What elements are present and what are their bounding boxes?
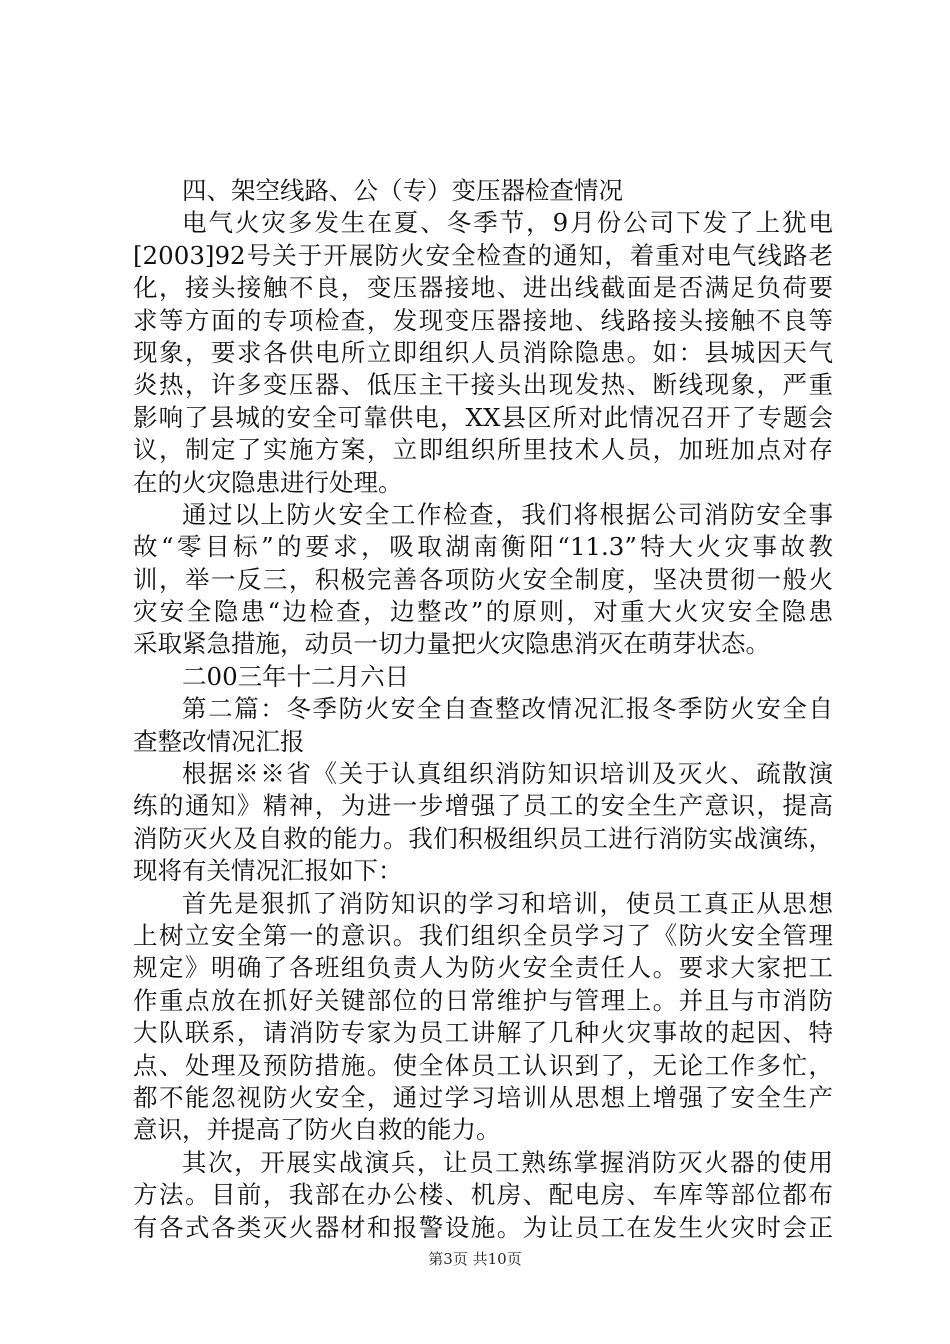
text-line: 点、处理及预防措施。使全体员工认识到了，无论工作多忙， — [133, 1050, 833, 1080]
text-line: 上树立安全第一的意识。我们组织全员学习了《防火安全管理 — [133, 920, 833, 950]
text-line: 灾安全隐患“边检查，边整改”的原则，对重大火灾安全隐患 — [133, 597, 833, 627]
text-line: 四、架空线路、公（专）变压器检查情况 — [182, 176, 623, 205]
text-line: 通过以上防火安全工作检查，我们将根据公司消防安全事 — [182, 499, 833, 529]
text-line: 化，接头接触不良，变压器接地、进出线截面是否满足负荷要 — [133, 273, 833, 303]
text-line: 现象，要求各供电所立即组织人员消除隐患。如：县城因天气 — [133, 337, 833, 367]
text-line: 二00三年十二月六日 — [182, 661, 410, 691]
text-line: 训，举一反三，积极完善各项防火安全制度，坚决贯彻一般火 — [133, 564, 833, 594]
text-line: 练的通知》精神，为进一步增强了员工的安全生产意识，提高 — [133, 791, 833, 821]
text-line: [2003]92号关于开展防火安全检查的通知，着重对电气线路老 — [133, 240, 833, 270]
text-line: 议，制定了实施方案，立即组织所里技术人员，加班加点对存 — [133, 435, 833, 465]
text-line: 求等方面的专项检查，发现变压器接地、线路接头接触不良等 — [133, 305, 833, 335]
document-body — [133, 175, 833, 1244]
text-line: 意识，并提高了防火自救的能力。 — [133, 1115, 501, 1145]
text-line: 其次，开展实战演兵，让员工熟练掌握消防灭火器的使用 — [182, 1147, 833, 1177]
text-line: 都不能忽视防火安全，通过学习培训从思想上增强了安全生产 — [133, 1082, 833, 1112]
text-line: 规定》明确了各班组负责人为防火安全责任人。要求大家把工 — [133, 953, 833, 983]
text-line: 第二篇：冬季防火安全自查整改情况汇报冬季防火安全自 — [182, 694, 833, 724]
text-line: 作重点放在抓好关键部位的日常维护与管理上。并且与市消防 — [133, 985, 833, 1015]
text-line: 方法。目前，我部在办公楼、机房、配电房、车库等部位都布 — [133, 1180, 833, 1210]
text-line: 首先是狠抓了消防知识的学习和培训，使员工真正从思想 — [182, 888, 833, 918]
page-footer: 第3页 共10页 — [428, 1250, 522, 1268]
text-line: 炎热，许多变压器、低压主干接头出现发热、断线现象，严重 — [133, 370, 833, 400]
text-line: 现将有关情况汇报如下： — [133, 856, 403, 886]
text-line: 在的火灾隐患进行处理。 — [133, 467, 403, 497]
text-line: 故“零目标”的要求，吸取湖南衡阳“11.3”特大火灾事故教 — [133, 532, 833, 562]
text-line: 大队联系，请消防专家为员工讲解了几种火灾事故的起因、特 — [133, 1018, 833, 1048]
text-line: 电气火灾多发生在夏、冬季节，9月份公司下发了上犹电 — [182, 208, 833, 238]
text-line: 消防灭火及自救的能力。我们积极组织员工进行消防实战演练， — [133, 823, 833, 853]
text-line: 影响了县城的安全可靠供电，XX县区所对此情况召开了专题会 — [133, 402, 833, 432]
text-line: 根据※※省《关于认真组织消防知识培训及灭火、疏散演 — [182, 759, 833, 789]
text-line: 有各式各类灭火器材和报警设施。为让员工在发生火灾时会正 — [133, 1212, 833, 1242]
text-line: 查整改情况汇报 — [133, 726, 305, 756]
text-line: 采取紧急措施，动员一切力量把火灾隐患消灭在萌芽状态。 — [133, 629, 770, 659]
